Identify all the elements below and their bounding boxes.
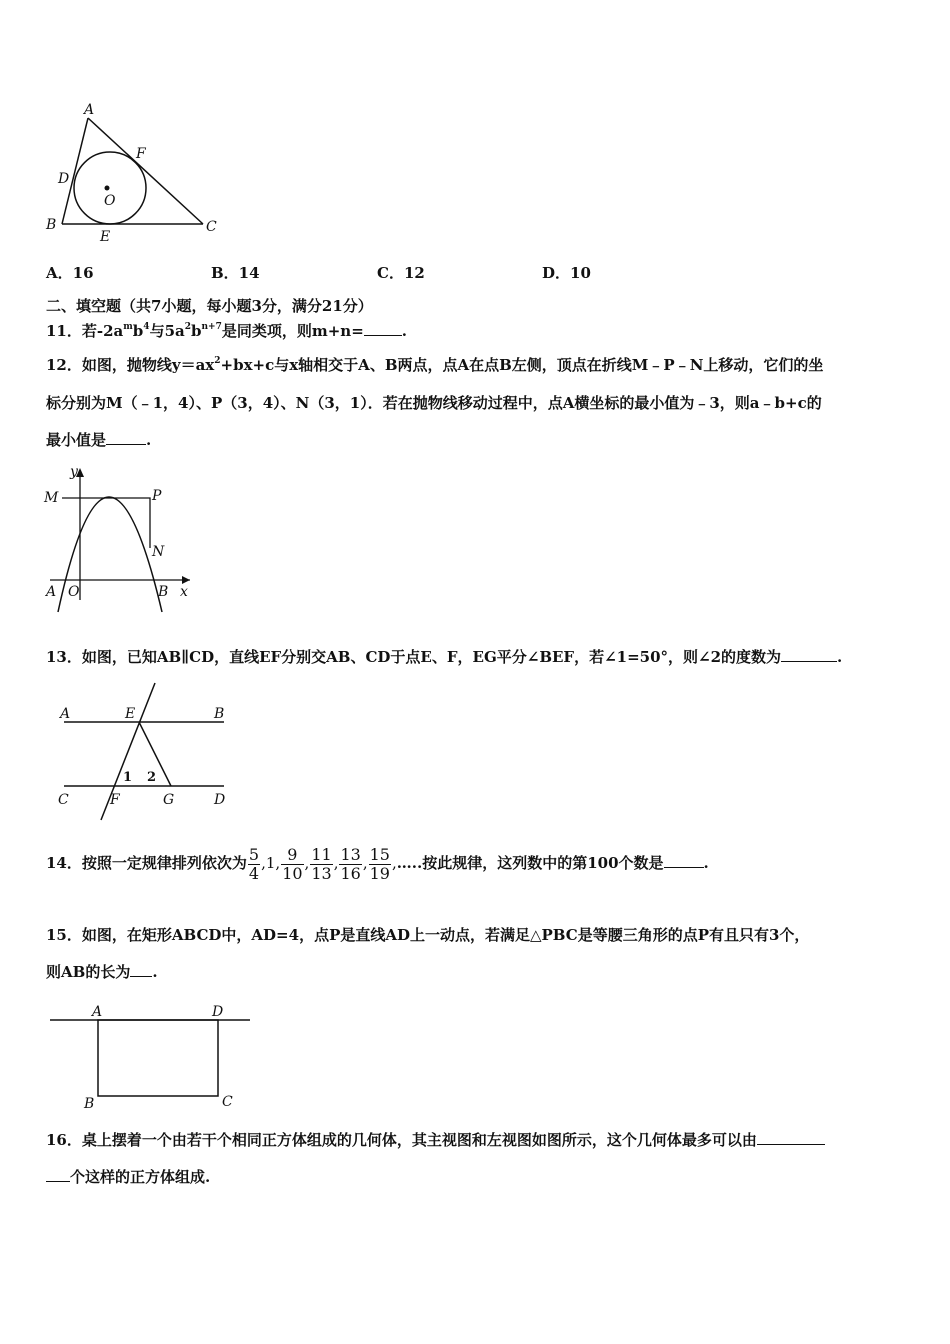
label-y: y — [70, 464, 78, 480]
label-P: P — [152, 488, 162, 504]
label-N: N — [152, 544, 165, 560]
option-a: A．16 — [46, 264, 94, 282]
question-12-line2: 标分别为M（﹣1，4）、P（3，4）、N（3，1）．若在抛物线移动过程中，点A横坐标的最小值为﹣3，则a﹣b+c的 — [46, 394, 822, 412]
label-O: O — [104, 193, 116, 209]
label-E: E — [125, 706, 136, 722]
question-12-line3: 最小值是 . — [46, 431, 152, 449]
fraction: $\frac{9}{10}$ — [282, 844, 303, 883]
label-A: A — [92, 1004, 103, 1020]
label-F: F — [110, 792, 120, 808]
label-A: A — [60, 706, 71, 722]
question-12-line1: 12．如图，抛物线$y=ax^2+bx+c$与x轴相交于A、B两点，点A在点B左侧，顶点在折线M﹣P﹣N上移动，它们的坐 — [46, 356, 824, 374]
label-E: E — [100, 229, 111, 245]
parallel-lines-figure — [52, 680, 237, 825]
answer-blank — [46, 1167, 70, 1182]
label-M: M — [44, 490, 59, 506]
label-B: B — [158, 584, 169, 600]
label-B: B — [214, 706, 225, 722]
answer-blank — [130, 962, 152, 977]
fraction: $\frac{13}{16}$ — [340, 844, 361, 883]
fraction: $\frac{11}{13}$ — [311, 844, 332, 883]
rectangle-figure — [46, 1000, 256, 1115]
label-x: x — [180, 584, 188, 600]
option-d: D．10 — [542, 264, 591, 282]
label-F: F — [136, 146, 146, 162]
angle-1-label: 1 — [123, 770, 133, 785]
option-b: B．14 — [211, 264, 260, 282]
fraction: $\frac{5}{4}$ — [248, 844, 260, 883]
question-16-line2: 个这样的正方体组成. — [46, 1167, 210, 1187]
label-D: D — [212, 1004, 224, 1020]
angle-2-label: 2 — [147, 770, 157, 785]
answer-blank — [781, 647, 837, 662]
parabola-figure — [40, 462, 200, 612]
answer-blank — [364, 321, 402, 336]
label-O: O — [68, 584, 80, 600]
triangle-incircle-figure — [40, 98, 230, 248]
answer-blank — [757, 1130, 825, 1145]
question-14: 14．按照一定规律排列依次为 $\frac{5}{4}$ ,1, $\frac{9}{10}$ , $\frac{11}{13}$ , $\frac{13}{16}$ , $\frac{15}{19}$ ,…..按此规律，这列数中的第100个数是 . — [46, 844, 709, 883]
question-16-line1: 16．桌上摆着一个由若干个相同正方体组成的几何体，其主视图和左视图如图所示，这个几何体最多可以由 — [46, 1130, 825, 1150]
answer-blank — [664, 853, 704, 868]
label-A: A — [46, 584, 57, 600]
label-A: A — [84, 102, 95, 118]
label-D: D — [214, 792, 226, 808]
label-B: B — [84, 1096, 95, 1112]
question-15-line2: 则AB的长为 . — [46, 963, 158, 981]
label-G: G — [163, 792, 175, 808]
label-C: C — [222, 1094, 233, 1110]
label-D: D — [58, 171, 70, 187]
question-13: 13．如图，已知AB∥CD，直线EF分别交AB、CD于点E、F，EG平分∠BEF，若∠1=50°，则∠2的度数为 . — [46, 648, 843, 666]
section-header: 二、填空题（共7小题，每小题3分，满分21分） — [46, 297, 373, 315]
label-C: C — [206, 219, 217, 235]
option-c: C．12 — [377, 264, 425, 282]
label-B: B — [46, 217, 57, 233]
question-15-line1: 15．如图，在矩形ABCD中，AD=4，点P是直线AD上一动点，若满足△PBC是等腰三角形的点P有且只有3个， — [46, 926, 810, 944]
answer-blank — [106, 430, 146, 445]
fraction: $\frac{15}{19}$ — [369, 844, 390, 883]
question-11: 11．若$-2a^mb^4$与$5a^2b^{n+7}$是同类项，则m+n= . — [46, 322, 408, 340]
label-C: C — [58, 792, 69, 808]
